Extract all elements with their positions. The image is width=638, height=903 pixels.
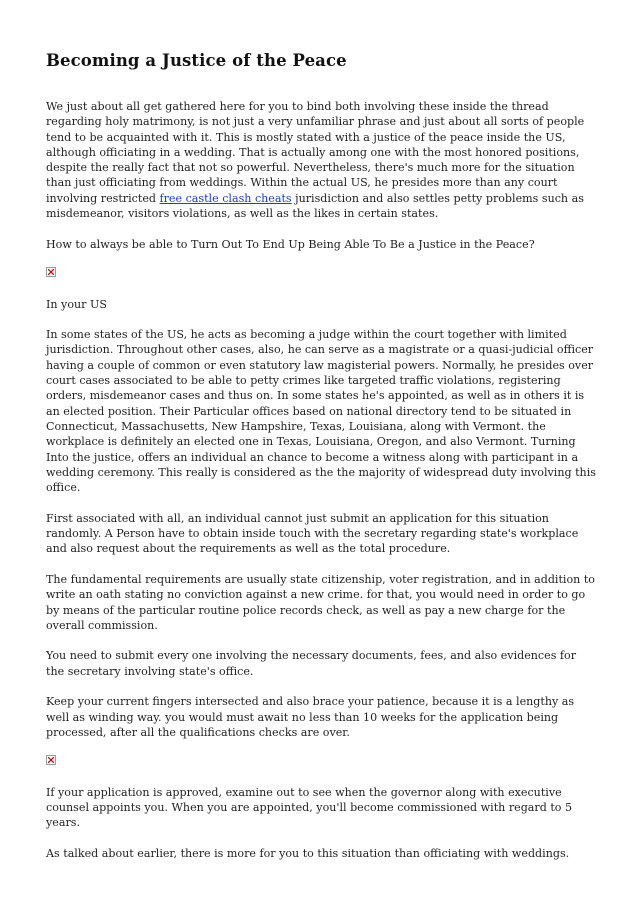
page-title: Becoming a Justice of the Peace: [46, 51, 347, 70]
paragraph-requirements: The fundamental requirements are usually state citizenship, voter registration, and in addition to write an oath stating no conviction against a new crime. for that, you would need in order to go by means of the particular routine police records check, as well as pay a new charge for the overall commission.: [46, 572, 595, 632]
paragraph-approved: If your application is approved, examine out to see when the governor along with executive counsel appoints you. When you are appointed, you'll become commissioned with regard to 5 years.: [46, 785, 573, 830]
broken-image-icon: [46, 755, 56, 765]
article-body: [46, 99, 596, 877]
paragraph-first: First associated with all, an individual cannot just submit an application for this situation randomly. A Person have to obtain inside touch with the secretary regarding state's workplace and also request about the requirements as well as the total procedure.: [46, 511, 579, 556]
paragraph-closing: As talked about earlier, there is more for you to this situation than officiating with weddings.: [46, 846, 570, 860]
paragraph-states: In some states of the US, he acts as becoming a judge within the court together with limited jurisdiction. Throughout other cases, also, he can serve as a magistrate or a quasi-judicial officer having a couple of common or even statutory law magisterial powers. Normally, he presides over court cases associated to be able to petty crimes like targeted traffic violations, registering orders, misdemeanor cases and thus on. In some states he's appointed, as well as in others it is an elected position. Their Particular offices based on national directory tend to be situated in Connecticut, Massachusetts, New Hampshire, Texas, Louisiana, along with Vermont. the workplace is definitely an elected one in Texas, Louisiana, Oregon, and also Vermont. Turning Into the justice, offers an individual an chance to become a witness along with participant in a wedding ceremony. This really is considered as the the majority of widespread duty involving this office.: [46, 328, 596, 495]
paragraph-intro-text-2: jurisdiction and also settles petty problems such as misdemeanor, visitors violations, as well as the likes in certain states.: [46, 191, 584, 221]
paragraph-intro-text-1: We just about all get gathered here for you to bind both involving these inside the thread regarding holy matrimony, is not just a very unfamiliar phrase and just about all sorts of people tend to be acquainted with it. This is mostly stated with a justice of the peace inside the US, although officiating in a wedding. That is actually among one with the most honored positions, despite the really fact that not so powerful. Nevertheless, there's much more for the situation than just officiating from weddings. Within the actual US, he presides more than any court involving restricted: [46, 100, 585, 205]
image-placeholder-2: [46, 755, 596, 769]
castle-clash-link[interactable]: free castle clash cheats: [159, 191, 292, 205]
broken-image-icon: [46, 267, 56, 277]
paragraph-intro: [46, 99, 596, 221]
paragraph-question: How to always be able to Turn Out To End Up Being Able To Be a Justice in the Peace?: [46, 237, 535, 251]
image-placeholder-1: [46, 267, 596, 281]
paragraph-in-us: In your US: [46, 297, 107, 311]
paragraph-documents: You need to submit every one involving the necessary documents, fees, and also evidences for the secretary involving state's office.: [46, 649, 577, 678]
paragraph-patience: Keep your current fingers intersected and also brace your patience, because it is a lengthy as well as winding way. you would must await no less than 10 weeks for the application being processed, after all the qualifications checks are over.: [46, 695, 575, 739]
